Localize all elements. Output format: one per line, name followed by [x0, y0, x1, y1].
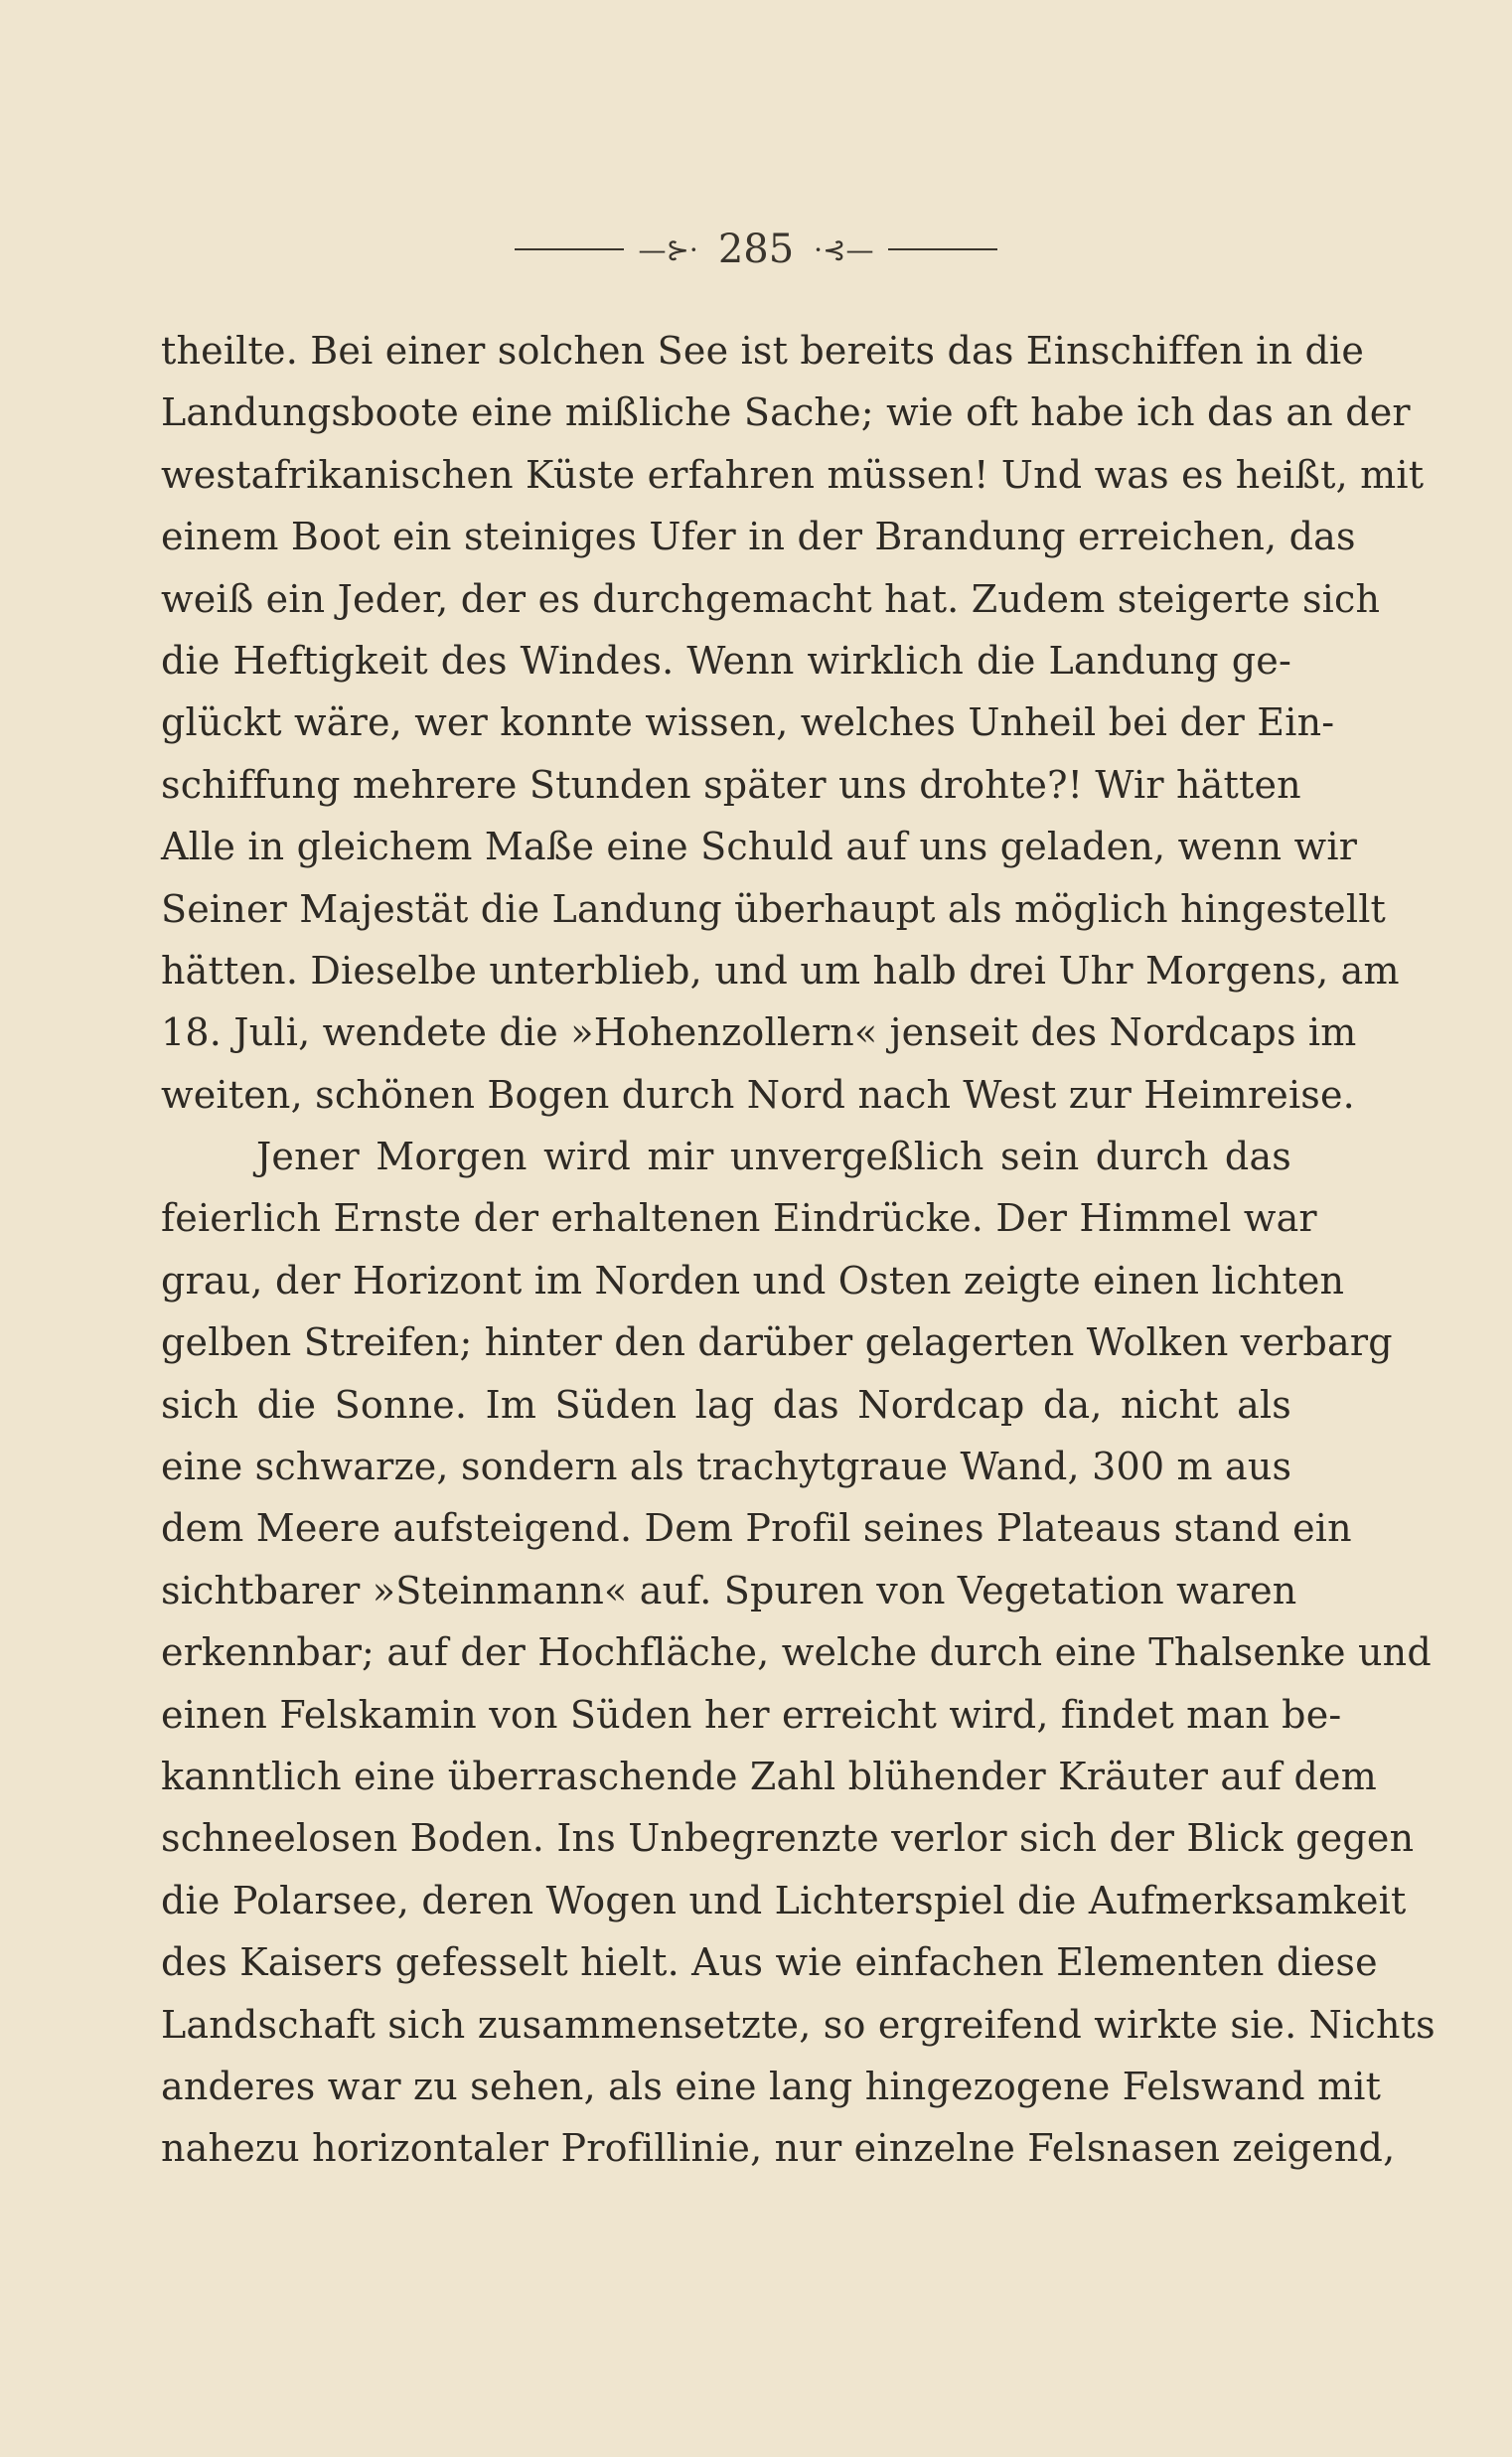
text-line: des Kaisers gefesselt hielt. Aus wie einfachen Elementen diese: [161, 1940, 1378, 1985]
text-line: Landschaft sich zusammensetzte, so ergreifend wirkte sie. Nichts: [161, 2002, 1436, 2047]
paragraph-start-line: Jener Morgen wird mir unvergeßlich sein durch das: [256, 1135, 1291, 1179]
text-line: weiß ein Jeder, der es durchgemacht hat. Zudem steigerte sich: [161, 576, 1381, 621]
text-line: schneelosen Boden. Ins Unbegrenzte verlor sich der Blick gegen: [161, 1816, 1415, 1861]
text-line: eine schwarze, sondern als trachytgraue Wand, 300 m aus: [161, 1445, 1292, 1489]
text-line: hätten. Dieselbe unterblieb, und um halb drei Uhr Morgens, am: [161, 948, 1400, 993]
text-line: Seiner Majestät die Landung überhaupt als möglich hingestellt: [161, 886, 1387, 931]
header-rule-left: [515, 248, 624, 250]
page-number: 285: [717, 227, 795, 272]
text-line: Landungsboote eine mißliche Sache; wie oft habe ich das an der: [161, 390, 1411, 435]
text-line: die Polarsee, deren Wogen und Lichterspiel die Aufmerksamkeit: [161, 1878, 1407, 1922]
ornament-right: ·⊰—: [814, 232, 874, 266]
text-line: 18. Juli, wendete die »Hohenzollern« jenseit des Nordcaps im: [161, 1010, 1357, 1055]
text-line: sichtbarer »Steinmann« auf. Spuren von Vegetation waren: [161, 1568, 1297, 1612]
paragraph-end-line: weiten, schönen Bogen durch Nord nach West zur Heimreise.: [161, 1072, 1355, 1117]
ornament-left: —⊱·: [638, 232, 698, 266]
body-text: [161, 320, 1436, 2180]
text-line: erkennbar; auf der Hochfläche, welche durch eine Thalsenke und: [161, 1630, 1432, 1675]
text-line: sich die Sonne. Im Süden lag das Nordcap da, nicht als: [161, 1382, 1291, 1427]
text-line: kanntlich eine überraschende Zahl blühender Kräuter auf dem: [161, 1754, 1377, 1798]
header-rule-right: [888, 248, 997, 250]
text-line: Alle in gleichem Maße eine Schuld auf uns geladen, wenn wir: [161, 825, 1358, 869]
page-header: [0, 227, 1512, 272]
text-line: schiffung mehrere Stunden später uns drohte?! Wir hätten: [161, 762, 1301, 807]
text-line: gelben Streifen; hinter den darüber gelagerten Wolken verbarg: [161, 1320, 1393, 1365]
text-line: nahezu horizontaler Profillinie, nur einzelne Felsnasen zeigend,: [161, 2126, 1396, 2171]
text-line: westafrikanischen Küste erfahren müssen! Und was es heißt, mit: [161, 452, 1425, 497]
text-line: glückt wäre, wer konnte wissen, welches Unheil bei der Ein-: [161, 700, 1335, 745]
text-line: einen Felskamin von Süden her erreicht wird, findet man be-: [161, 1692, 1342, 1737]
text-line: dem Meere aufsteigend. Dem Profil seines Plateaus stand ein: [161, 1506, 1352, 1551]
text-line: einem Boot ein steiniges Ufer in der Brandung erreichen, das: [161, 515, 1356, 559]
text-line: die Heftigkeit des Windes. Wenn wirklich die Landung ge-: [161, 638, 1291, 683]
text-line: theilte. Bei einer solchen See ist bereits das Einschiffen in die: [161, 329, 1365, 373]
text-line: feierlich Ernste der erhaltenen Eindrücke. Der Himmel war: [161, 1196, 1317, 1241]
text-line: anderes war zu sehen, als eine lang hingezogene Felswand mit: [161, 2064, 1382, 2108]
text-line: grau, der Horizont im Norden und Osten zeigte einen lichten: [161, 1258, 1345, 1303]
